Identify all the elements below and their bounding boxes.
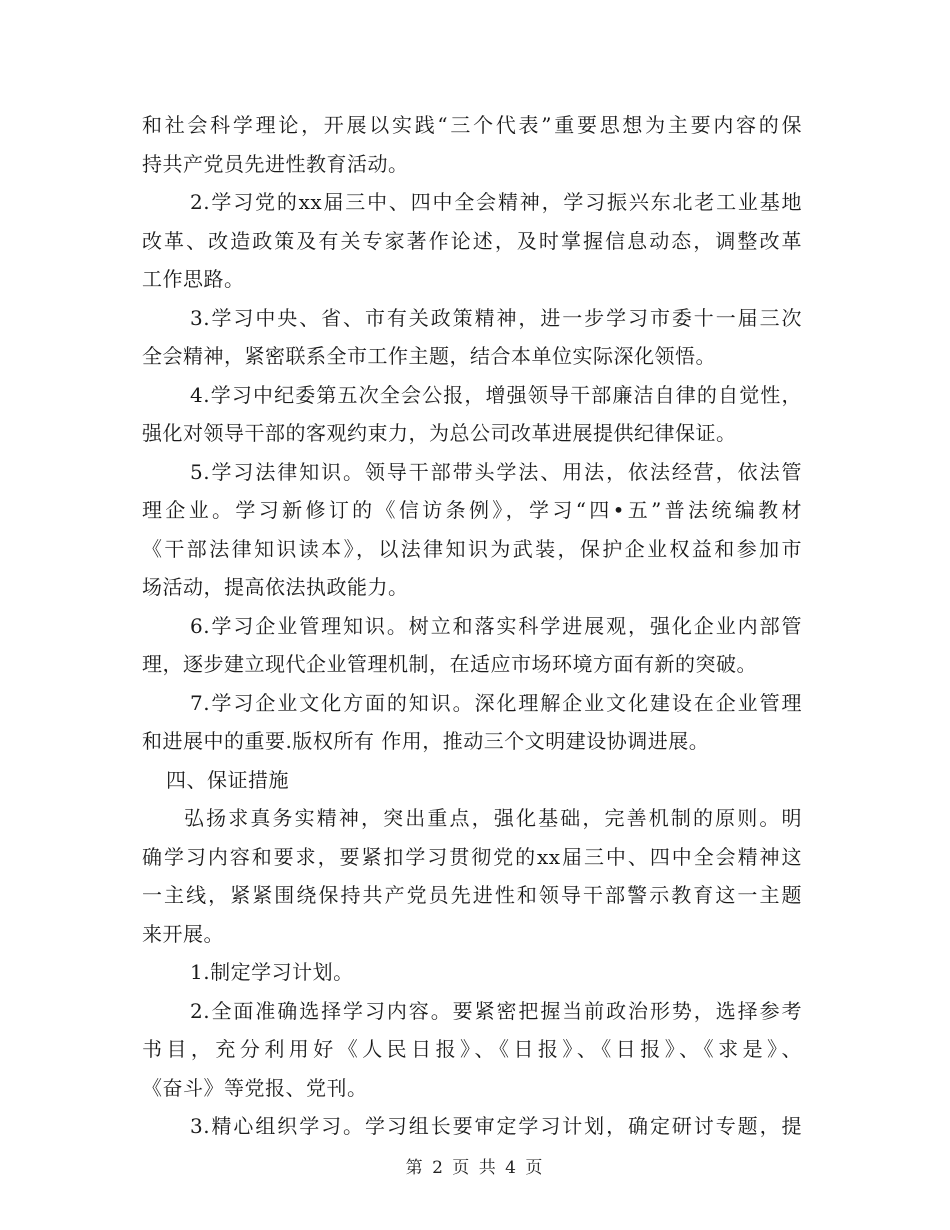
text-line: 弘扬求真务实精神，突出重点，强化基础，完善机制的原则。明: [184, 806, 802, 830]
text-line: 6.学习企业管理知识。树立和落实科学进展观，强化企业内部管: [190, 613, 802, 638]
text-line: 工作思路。: [142, 267, 245, 291]
text-line: 3.精心组织学习。学习组长要审定学习计划，确定研讨专题，提: [190, 1114, 802, 1138]
text-line: 理，逐步建立现代企业管理机制，在适应市场环境方面有新的突破。: [142, 652, 757, 676]
text-line: 5.学习法律知识。领导干部带头学法、用法，依法经营，依法管: [190, 459, 802, 484]
text-line: 《干部法律知识读本》，以法律知识为武装，保护企业权益和参加市: [142, 536, 802, 561]
text-line: 书目，充分利用好《人民日报》、《日报》、《日报》、《求是》、: [142, 1037, 802, 1061]
text-line: 强化对领导干部的客观约束力，为总公司改革进展提供纪律保证。: [142, 421, 737, 445]
text-line: 和社会科学理论，开展以实践“三个代表”重要思想为主要内容的保: [142, 113, 802, 137]
document-body: [142, 106, 802, 1146]
text-line: 《奋斗》等党报、党刊。: [142, 1075, 368, 1100]
text-line: 持共产党员先进性教育活动。: [142, 151, 409, 176]
text-line: 7.学习企业文化方面的知识。深化理解企业文化建设在企业管理: [190, 690, 802, 715]
text-line: 改革、改造政策及有关专家著作论述，及时掌握信息动态，调整改革: [142, 228, 802, 253]
text-line: 3.学习中央、省、市有关政策精神，进一步学习市委十一届三次: [190, 305, 802, 330]
text-line: 场活动，提高依法执政能力。: [142, 575, 409, 599]
text-line: 2.全面准确选择学习内容。要紧密把握当前政治形势，选择参考: [190, 998, 802, 1023]
text-line: 理企业。学习新修订的《信访条例》，学习“四•五”普法统编教材: [142, 498, 802, 522]
text-line: 一主线，紧紧围绕保持共产党员先进性和领导干部警示教育这一主题: [142, 883, 802, 907]
page-footer: 第 2 页 共 4 页: [405, 1158, 545, 1178]
text-line: 来开展。: [142, 921, 224, 946]
text-line: 全会精神，紧密联系全市工作主题，结合本单位实际深化领悟。: [142, 344, 716, 368]
text-line: 4.学习中纪委第五次全会公报，增强领导干部廉洁自律的自觉性，: [190, 382, 802, 407]
text-line: 四、保证措施: [166, 767, 289, 792]
text-line: 确学习内容和要求，要紧扣学习贯彻党的xx届三中、四中全会精神这: [142, 844, 802, 869]
text-line: 和进展中的重要.版权所有 作用，推动三个文明建设协调进展。: [142, 729, 710, 753]
text-line: 2.学习党的xx届三中、四中全会精神，学习振兴东北老工业基地: [190, 190, 802, 214]
text-line: 1.制定学习计划。: [190, 960, 354, 984]
